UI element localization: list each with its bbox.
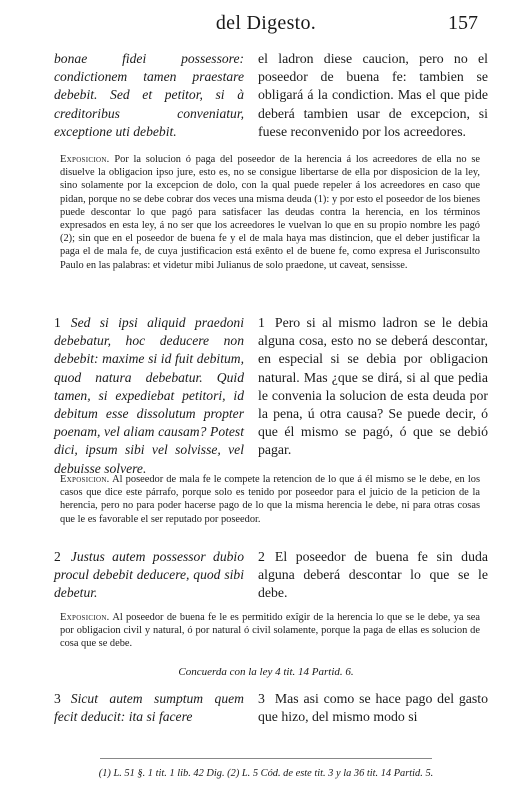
exposicion-label-1: Exposicion. <box>60 154 110 165</box>
page-number: 157 <box>448 12 478 34</box>
spanish-body-3: El poseedor de buena fe sin duda alguna deberá descontar lo que se le debe. <box>258 549 488 601</box>
text-block-2 <box>54 314 488 476</box>
exposicion-1 <box>60 153 480 272</box>
spanish-text-1: el ladron diese caucion, pero no el poseedor de buena fe: tambien se obligará á la condiction. Mas el que pide deberá tambien usar de excepcion, si fuese reconvenido por los acreedores. <box>258 51 488 139</box>
spanish-text-4 <box>258 690 488 726</box>
text-block-4 <box>54 690 486 730</box>
paragraph-number-3-spanish: 2 <box>258 549 265 564</box>
latin-text-4 <box>54 690 244 726</box>
spanish-body-4: Mas asi como se hace pago del gasto que hizo, del mismo modo si <box>258 691 488 725</box>
latin-body-2: Sed si ipsi aliquid praedoni debebatur, hoc deducere non debebit: maxime si id fuit debitum, quod natura debebatur. Quid tamen, si expediebat petitori, id debitum esse dissolutum propter poenam, vel aliam causam? Potest dici, ipsum sibi vel solvisse, vel debuisse solvere. <box>54 315 244 476</box>
exposicion-2 <box>60 473 480 526</box>
paragraph-number-2-spanish: 1 <box>258 315 265 330</box>
page-header <box>0 12 532 38</box>
latin-text-1: bonae fidei possessore: condictionem tamen praestare debebit. Sed et petitor, si à creditoribus conveniatur, exceptione uti debebit. <box>54 51 244 139</box>
text-block-1 <box>54 50 486 150</box>
exposicion-text-2: Al poseedor de mala fe le compete la retencion de lo que á él mismo se le debe, en los casos que dice este párrafo, porque solo es tenido por poseedor para el juicio de la peticion de la herencia, pero no para poder hacerse pago de lo que la misma herencia le debe, ni para otras cosas que le es favorable el ser reputado por poseedor. <box>60 474 480 525</box>
footnote-rule <box>100 758 432 759</box>
spanish-text-3 <box>258 548 488 603</box>
concordance-note: Concuerda con la ley 4 tit. 14 Partid. 6. <box>178 666 354 678</box>
footnote: (1) L. 51 §. 1 tit. 1 lib. 42 Dig. (2) L. 5 Cód. de este tit. 3 y la 36 tit. 14 Partid. 5. <box>98 768 434 779</box>
exposicion-text-3: Al poseedor de buena fe le es permitido exîgir de la herencia lo que se le debe, ya sea por obligacion civil y natural, ó por natural ó civil solamente, porque la paga de ellas es solucion de cosa que se debe. <box>60 612 481 650</box>
running-title: del Digesto. <box>215 12 317 34</box>
paragraph-number-2-latin: 1 <box>54 315 61 330</box>
exposicion-label-2: Exposicion. <box>60 474 110 485</box>
exposicion-3 <box>60 611 480 651</box>
latin-body-4: Sicut autem sumptum quem fecit deducit: ita si facere <box>54 691 244 725</box>
paragraph-number-4-latin: 3 <box>54 691 61 706</box>
latin-body-3: Justus autem possessor dubio procul debebit deducere, quod sibi debetur. <box>54 549 244 601</box>
latin-text-2 <box>54 314 244 478</box>
paragraph-number-4-spanish: 3 <box>258 691 265 706</box>
paragraph-number-3-latin: 2 <box>54 549 61 564</box>
exposicion-label-3: Exposicion. <box>60 612 110 623</box>
latin-text-3 <box>54 548 244 603</box>
exposicion-text-1: Por la solucion ó paga del poseedor de la herencia á los acreedores de ella no se disuelve la obligacion ipso jure, esto es, no se consigue libertarse de ella por disposicion de la ley, sino solamente por la excepcion de dolo, con la qual puede repeler á los acreedores en caso que pidan, porque no se debe cobrar dos veces una misma deuda (1): y por esto el poseedor de los bienes puede descontar lo que pagó para satisfacer las deudas contra la herencia, en los términos expresados en esta ley, á no ser que los acreedores le vuelvan lo que en su propio nombre les pagó (2); sin que en el poseedor de buena fe y el de mala haya mas distincion, que el deber justificar la paga el de mala fe, de cuya justificacion está exênto el de buene fe, como expresa el Jurisconsulto Paulo en las palabras: et videtur mibi Julianus de solo praedone, ut caveat, sensisse. <box>60 154 480 271</box>
text-block-3 <box>54 548 486 608</box>
spanish-text-2 <box>258 314 488 460</box>
spanish-body-2: Pero si al mismo ladron se le debia alguna cosa, esto no se deberá descontar, en especial si se debia por obligacion natural. Mas ¿que se dirá, si al que pedia le convenia la solucion de esta deuda por la pena, ú otra causa? Se puede decir, ó que él mismo se pagó, ó que se debió pagar. <box>258 315 488 458</box>
